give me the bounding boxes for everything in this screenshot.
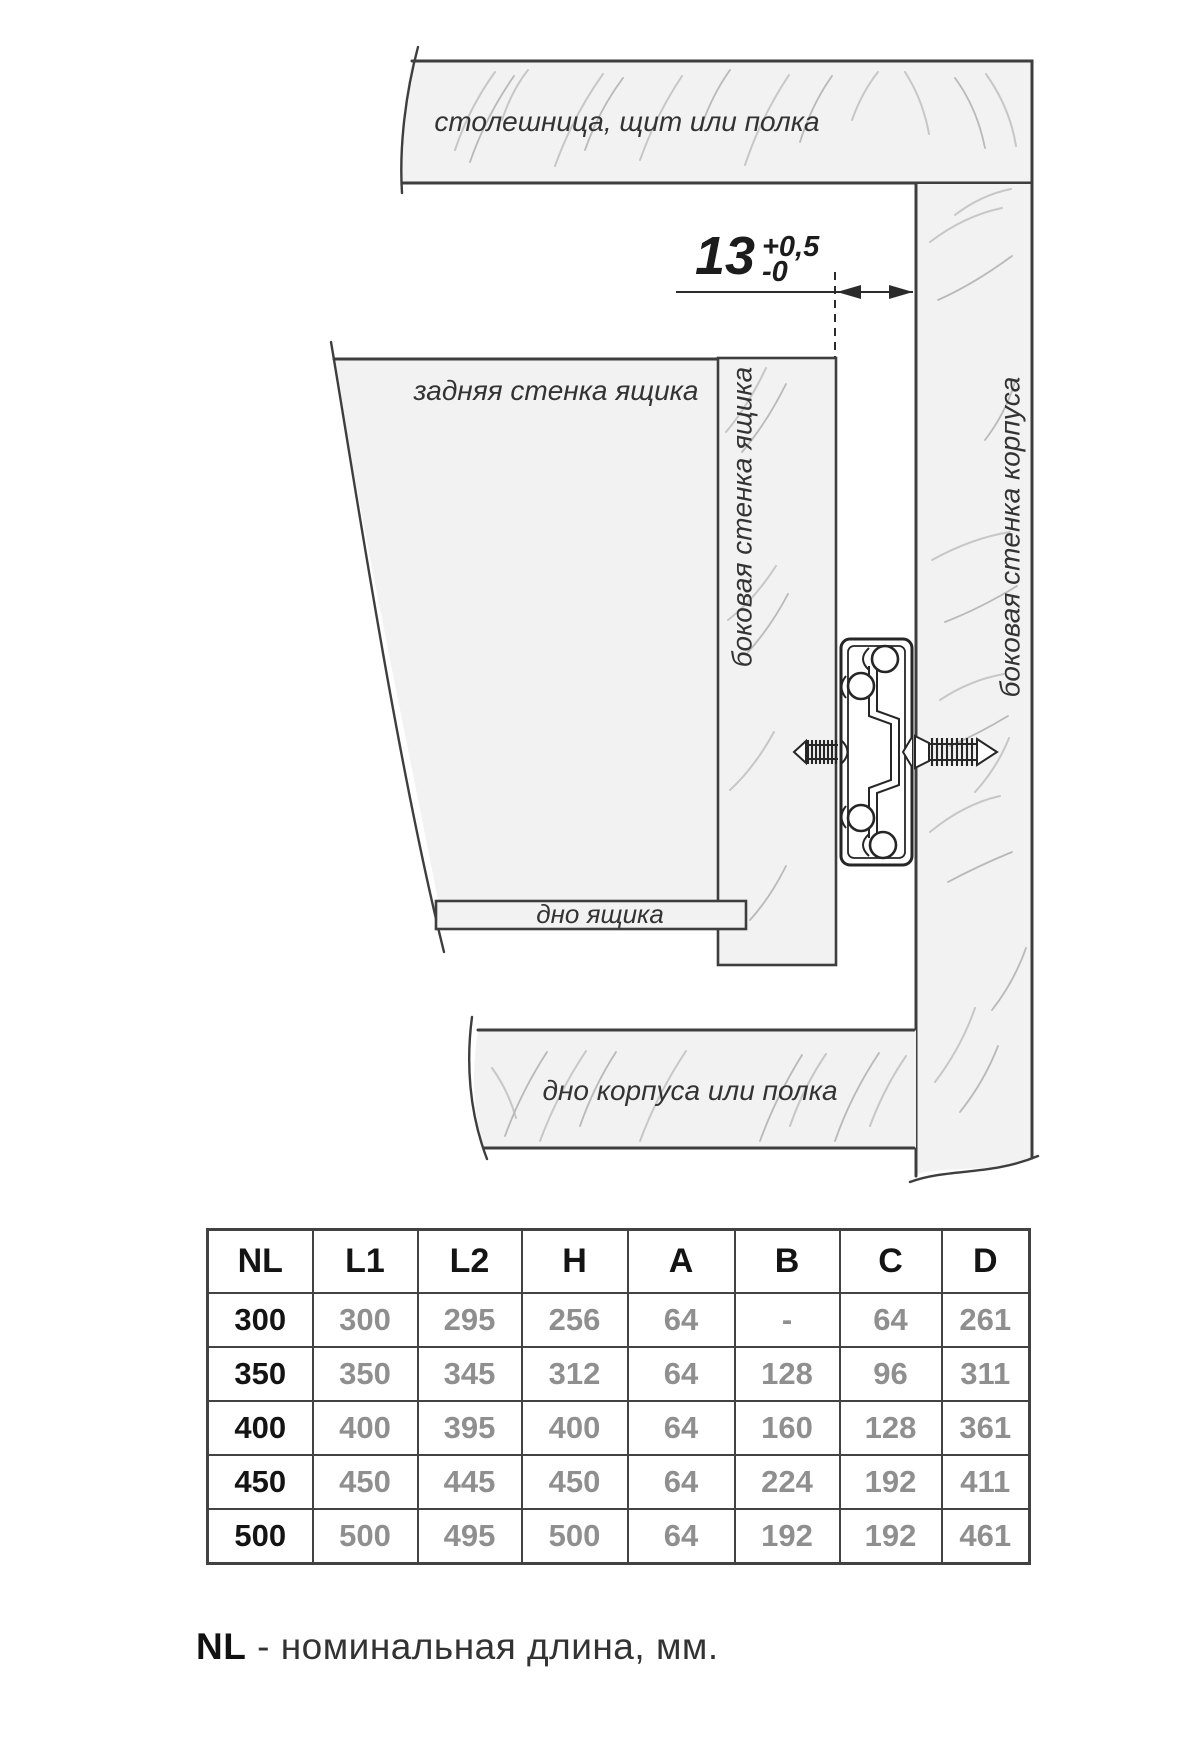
col-header-l2: L2 (418, 1230, 522, 1294)
drawer-side-wall-label: боковая стенка ящика (726, 366, 758, 668)
cell: 64 (628, 1293, 735, 1347)
table-header-row (208, 1230, 1030, 1294)
footnote (196, 1626, 719, 1668)
cell: 128 (840, 1401, 942, 1455)
cell: 500 (522, 1509, 628, 1564)
cell: 224 (735, 1455, 840, 1509)
cell: 445 (418, 1455, 522, 1509)
bearing-ball (870, 832, 896, 858)
col-header-c: C (840, 1230, 942, 1294)
cell: 64 (628, 1401, 735, 1455)
table-row (208, 1455, 1030, 1509)
cell: 461 (942, 1509, 1030, 1564)
cell-nl: 500 (208, 1509, 313, 1564)
cell: 261 (942, 1293, 1030, 1347)
top-panel (401, 47, 1032, 193)
cell: 160 (735, 1401, 840, 1455)
cell: 411 (942, 1455, 1030, 1509)
cell: 295 (418, 1293, 522, 1347)
cabinet-side-wall (910, 184, 1038, 1182)
drawer-slide-cross-section (841, 639, 912, 865)
cell-nl: 300 (208, 1293, 313, 1347)
dimension-13 (676, 226, 913, 357)
cell: 500 (313, 1509, 418, 1564)
bearing-ball (848, 805, 874, 831)
drawer-side-wall (718, 358, 836, 965)
cell: 400 (522, 1401, 628, 1455)
drawer-back-wall (331, 342, 717, 952)
cabinet-bottom-panel (469, 1017, 916, 1159)
cell: 300 (313, 1293, 418, 1347)
cell: 400 (313, 1401, 418, 1455)
col-header-a: A (628, 1230, 735, 1294)
bearing-ball (872, 646, 898, 672)
col-header-nl: NL (208, 1230, 313, 1294)
cell: 64 (628, 1455, 735, 1509)
dimensions-table (206, 1228, 1031, 1565)
cell: 192 (840, 1509, 942, 1564)
drawer-bottom-label: дно ящика (536, 899, 664, 929)
dimension-tolerance-plus: +0,5 (762, 231, 820, 263)
col-header-b: B (735, 1230, 840, 1294)
cell: 450 (522, 1455, 628, 1509)
cell: 361 (942, 1401, 1030, 1455)
drawer-bottom (436, 899, 746, 929)
cell: 192 (840, 1455, 942, 1509)
table-row (208, 1509, 1030, 1564)
table-row (208, 1401, 1030, 1455)
cell: 345 (418, 1347, 522, 1401)
cell: 64 (628, 1509, 735, 1564)
cell: 311 (942, 1347, 1030, 1401)
table-row (208, 1293, 1030, 1347)
dimension-value: 13 (695, 226, 756, 286)
cell: 96 (840, 1347, 942, 1401)
arrowhead-left (837, 285, 861, 299)
cell: 128 (735, 1347, 840, 1401)
table-row (208, 1347, 1030, 1401)
drawer-back-wall-label: задняя стенка ящика (413, 375, 699, 406)
cell: 495 (418, 1509, 522, 1564)
cell: 312 (522, 1347, 628, 1401)
cell-nl: 450 (208, 1455, 313, 1509)
cell: 350 (313, 1347, 418, 1401)
bearing-ball (848, 673, 874, 699)
col-header-h: H (522, 1230, 628, 1294)
cell: 450 (313, 1455, 418, 1509)
cell: 64 (840, 1293, 942, 1347)
cabinet-bottom-label: дно корпуса или полка (542, 1075, 838, 1106)
cell: - (735, 1293, 840, 1347)
col-header-l1: L1 (313, 1230, 418, 1294)
cell: 64 (628, 1347, 735, 1401)
footnote-definition: - номинальная длина, мм. (246, 1626, 719, 1667)
footnote-term: NL (196, 1626, 247, 1667)
dimension-tolerance-minus: -0 (762, 256, 788, 288)
arrowhead-right (889, 285, 913, 299)
cell: 192 (735, 1509, 840, 1564)
top-panel-label: столешница, щит или полка (434, 106, 820, 137)
cell: 395 (418, 1401, 522, 1455)
cell-nl: 350 (208, 1347, 313, 1401)
cabinet-side-wall-label: боковая стенка корпуса (994, 376, 1026, 698)
cell-nl: 400 (208, 1401, 313, 1455)
col-header-d: D (942, 1230, 1030, 1294)
cell: 256 (522, 1293, 628, 1347)
